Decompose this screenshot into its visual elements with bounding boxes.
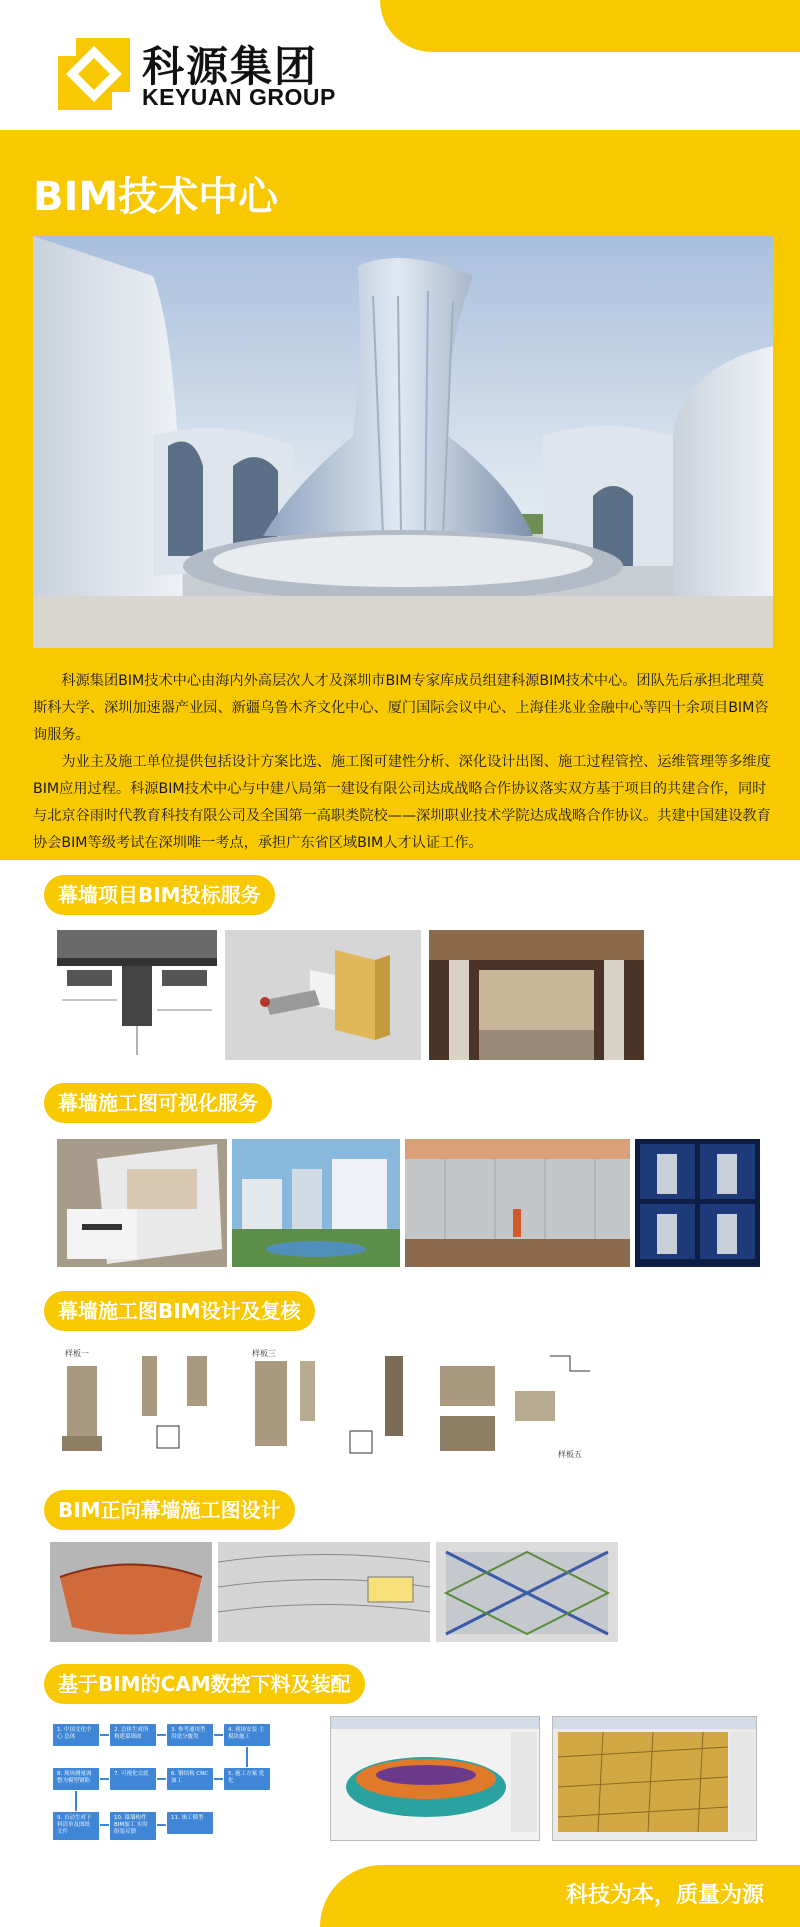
flow-step: 5. 施工方案 优化 xyxy=(224,1768,270,1790)
flow-step: 9. 自动生成下 料清单及图纸 文件 xyxy=(53,1812,99,1840)
section-title: BIM正向幕墙施工图设计 xyxy=(44,1490,295,1530)
curved-facade-mesh xyxy=(50,1542,212,1642)
flow-step: 4. 现场安装 主模块施工 xyxy=(224,1724,270,1746)
flow-arrow xyxy=(100,1778,109,1780)
intro-panel xyxy=(0,130,800,860)
campus-aerial-render xyxy=(232,1139,400,1267)
tablet-drawing-photo xyxy=(57,1139,227,1267)
page-title: BIM技术中心 xyxy=(33,174,279,220)
sample-1-drawing xyxy=(57,1346,232,1466)
flow-step: 1. 中国文化中心 总体 xyxy=(53,1724,99,1746)
interior-wall-render xyxy=(405,1139,630,1267)
flow-step: 3. 参考通用型 用途分覆类 xyxy=(167,1724,213,1746)
bracket-model-render xyxy=(225,930,421,1060)
intro-paragraph: 为业主及施工单位提供包括设计方案比选、施工图可建性分析、深化设计出图、施工过程管控、运维管理等多维度BIM应用过程。科源BIM技术中心与中建八局第一建设有限公司达成战略合作协议落实双方基于项目的共建合作，同时与北京谷雨时代教育科技有限公司及全国第一高职类院校——深圳职业技术学院达成战略合作协议。共建中国建设教育协会BIM等级考试在深圳唯一考点，承担广东省区域BIM人才认证工作。 xyxy=(33,754,771,851)
curtain-wall-section-drawing xyxy=(57,930,217,1060)
intro-text xyxy=(33,668,773,857)
flow-arrow xyxy=(100,1734,109,1736)
sample-5-drawing xyxy=(430,1346,600,1466)
flow-arrow xyxy=(100,1824,109,1826)
cam-process-flow-diagram xyxy=(50,1716,275,1851)
brand-name-cn: 科源集团 xyxy=(142,42,319,91)
section-title: 幕墙施工图可视化服务 xyxy=(44,1083,272,1123)
lobby-interior-render xyxy=(429,930,644,1060)
cam-software-screenshot-1 xyxy=(330,1716,540,1841)
section-title: 幕墙项目BIM投标服务 xyxy=(44,875,275,915)
flow-arrow xyxy=(214,1778,223,1780)
flow-arrow xyxy=(246,1747,248,1767)
section-title: 基于BIM的CAM数控下料及装配 xyxy=(44,1664,365,1704)
model-views-grid xyxy=(635,1139,760,1267)
cam-software-screenshot-2 xyxy=(552,1716,757,1841)
flow-arrow xyxy=(157,1778,166,1780)
flow-arrow xyxy=(157,1734,166,1736)
drawing-label: 样板五 xyxy=(558,1450,582,1459)
flow-step: 8. 现场测量调 整为模型钢筋 xyxy=(53,1768,99,1790)
flow-step: 6. 钢结构 CNC加工 xyxy=(167,1768,213,1790)
flow-step: 7. 可视化交底 xyxy=(110,1768,156,1790)
intro-paragraph: 科源集团BIM技术中心由海内外高层次人才及深圳市BIM专家库成员组建科源BIM技术中心。团队先后承担北理莫斯科大学、深圳加速器产业园、新疆乌鲁木齐文化中心、厦门国际会议中心、上海佳兆业金融中心等四十余项目BIM咨询服务。 xyxy=(33,673,769,743)
diamond-pattern-screenshot xyxy=(436,1542,618,1642)
keyuan-logo-icon xyxy=(58,38,130,110)
flow-arrow xyxy=(214,1734,223,1736)
sample-3-drawing xyxy=(240,1346,420,1466)
flow-arrow xyxy=(157,1824,166,1826)
flow-step: 10. 幕墙构件 BIM加工 实时 组装反馈 xyxy=(110,1812,156,1840)
brand-name-en: KEYUAN GROUP xyxy=(142,84,336,110)
drawing-label: 样板一 xyxy=(65,1349,89,1358)
section-title: 幕墙施工图BIM设计及复核 xyxy=(44,1291,315,1331)
drawing-label: 样板三 xyxy=(252,1349,276,1358)
facade-grid-drawing xyxy=(218,1542,430,1642)
flow-arrow xyxy=(75,1791,77,1811)
header-accent-shape xyxy=(380,0,800,52)
footer xyxy=(0,1865,800,1927)
footer-slogan: 科技为本，质量为源 xyxy=(565,1883,764,1908)
header xyxy=(0,0,800,130)
flow-step: 11. 竣工模型 xyxy=(167,1812,213,1834)
flow-step: 2. 总体生成所 构建幕墙面 xyxy=(110,1724,156,1746)
hero-building-image xyxy=(33,236,773,648)
